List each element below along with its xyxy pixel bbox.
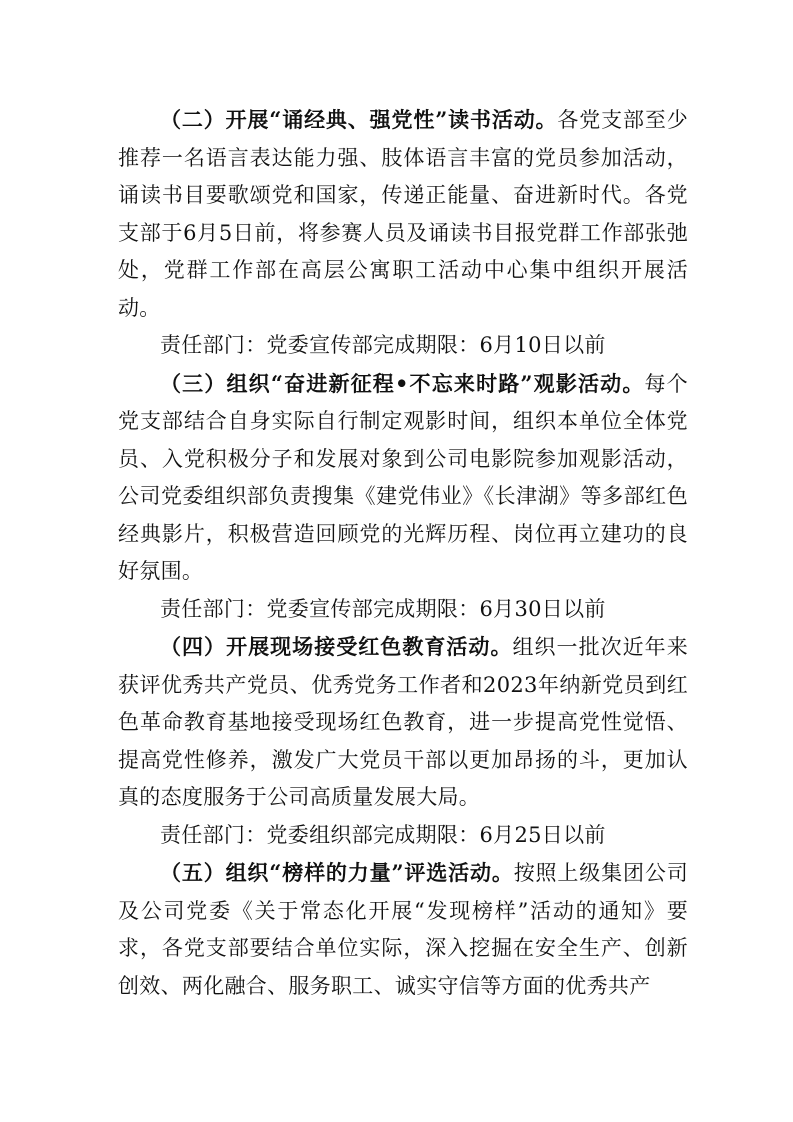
section-2-paragraph xyxy=(118,101,688,327)
section-2-heading: （二）开展“诵经典、强党性”读书活动。 xyxy=(160,107,558,132)
section-2-responsibility: 责任部门：党委宣传部完成期限：6月10日以前 xyxy=(160,333,606,357)
section-4-responsibility: 责任部门：党委组织部完成期限：6月25日以前 xyxy=(160,822,606,847)
section-5-body: 按照上级集团公司及公司党委《关于常态化开展“发现榜样”活动的通知》要求，各党支部要结合单位实际，深入挖掘在安全生产、创新创效、两化融合、服务职工、诚实守信等方面的优秀共产 xyxy=(118,861,688,998)
section-2-body: 各党支部至少推荐一名语言表达能力强、肢体语言丰富的党员参加活动，诵读书目要歌颂党和国家，传递正能量、奋进新时代。各党支部于6月5日前，将参赛人员及诵读书目报党群工作部张弛处，党群工作部在高层公寓职工活动中心集中组织开展活动。 xyxy=(118,108,688,320)
document-body xyxy=(118,101,688,1005)
section-3-responsibility: 责任部门：党委宣传部完成期限：6月30日以前 xyxy=(160,596,606,621)
section-3-paragraph xyxy=(118,365,688,591)
section-4-heading: （四）开展现场接受红色教育活动。 xyxy=(160,634,513,659)
section-5-paragraph xyxy=(118,854,688,1005)
section-4-body: 组织一批次近年来获评优秀共产党员、优秀党务工作者和2023年纳新党员到红色革命教育基地接受现场红色教育，进一步提高党性觉悟、提高党性修养，激发广大党员干部以更加昂扬的斗，更加认真的态度服务于公司高质量发展大局。 xyxy=(118,635,688,809)
section-3-body: 每个党支部结合自身实际自行制定观影时间，组织本单位全体党员、入党积极分子和发展对象到公司电影院参加观影活动，公司党委组织部负责搜集《建党伟业》《长津湖》等多部红色经典影片，积极营造回顾党的光辉历程、岗位再立建功的良好氛围。 xyxy=(118,371,688,583)
section-3-heading: （三）组织“奋进新征程•不忘来时路”观影活动。 xyxy=(160,370,645,396)
section-4-paragraph xyxy=(118,628,688,817)
section-5-heading: （五）组织“榜样的力量”评选活动。 xyxy=(160,860,514,885)
